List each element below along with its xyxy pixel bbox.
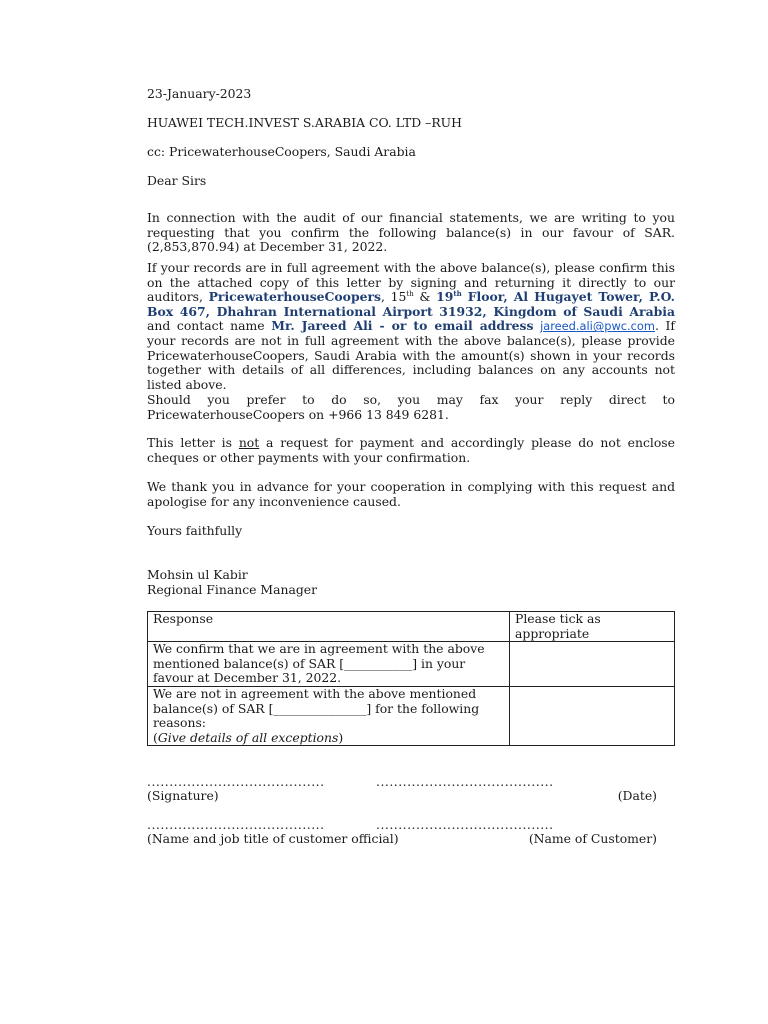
paragraph-balance-request: In connection with the audit of our financial statements, we are writing to you requesting that you confirm the following balance(s) in our favour of SAR. (2,853,870.94) at December 31, 2022. [147,210,675,255]
auditor-name: PricewaterhouseCoopers [208,289,382,305]
paragraph-thanks: We thank you in advance for your cooperation in complying with this request and apologise for any inconvenience caused. [147,479,675,509]
official-line[interactable]: ........................................ [147,817,325,832]
paragraph-confirmation-instructions: If your records are in full agreement with the above balance(s), please confirm this on the attached copy of this letter by signing and returning it directly to our auditors, PricewaterhouseCoopers, 15th & 19th Floor, Al Hugayet Tower, P.O. Box 467, Dhahran International Airport 31932, Kingdom of Saudi Arabia and contact name Mr. Jareed Ali - or to email address jareed.ali@pwc.com. If your records are not in full agreement with the above balance(s), please provide PricewaterhouseCoopers, Saudi Arabia with the amount(s) shown in your records together with details of all differences, including balances on any accounts not listed above. [147,260,676,392]
auditor-address: Floor, Al Hugayet Tower, P.O. Box 467, Dhahran International Airport 31932, Kingdom of Saudi Arabia [147,289,675,319]
closing: Yours faithfully [147,523,243,538]
cc-line: cc: PricewaterhouseCoopers, Saudi Arabia [147,144,416,159]
tick-box-agree[interactable] [510,642,675,687]
exceptions-note: Give details of all exceptions [157,729,339,745]
response-header: Response [148,612,510,642]
signature-line[interactable]: ........................................ [147,774,325,789]
tick-box-disagree[interactable] [510,686,675,745]
signer-name: Mohsin ul Kabir [147,567,248,582]
letter-date: 23-January-2023 [147,86,252,101]
signature-label: (Signature) [147,788,219,803]
signer-title: Regional Finance Manager [147,582,318,597]
customer-line[interactable]: ........................................ [376,817,554,832]
tick-header: Please tick as appropriate [510,612,675,642]
response-disagree: We are not in agreement with the above mentioned balance(s) of SAR [_______________] for the following reasons: (Give details of all exceptions) [148,686,510,745]
response-agree: We confirm that we are in agreement with the above mentioned balance(s) of SAR [___________] in your favour at December 31, 2022. [148,642,510,687]
paragraph-not-payment: This letter is not a request for payment and accordingly please do not enclose cheques or other payments with your confirmation. [147,435,675,465]
paragraph-fax: Should you prefer to do so, you may fax your reply direct to PricewaterhouseCoopers on +966 13 849 6281. [147,392,675,422]
salutation: Dear Sirs [147,173,207,188]
recipient: HUAWEI TECH.INVEST S.ARABIA CO. LTD –RUH [147,115,462,130]
date-label: (Date) [617,788,657,803]
customer-label: (Name of Customer) [528,831,657,846]
date-line[interactable]: ........................................ [376,774,554,789]
response-table [147,611,675,746]
email-link[interactable]: jareed.ali@pwc.com [540,319,655,334]
contact-name: Mr. Jareed Ali - or to email address [271,318,534,334]
official-label: (Name and job title of customer official) [147,831,399,846]
not-underlined: not [238,435,260,450]
